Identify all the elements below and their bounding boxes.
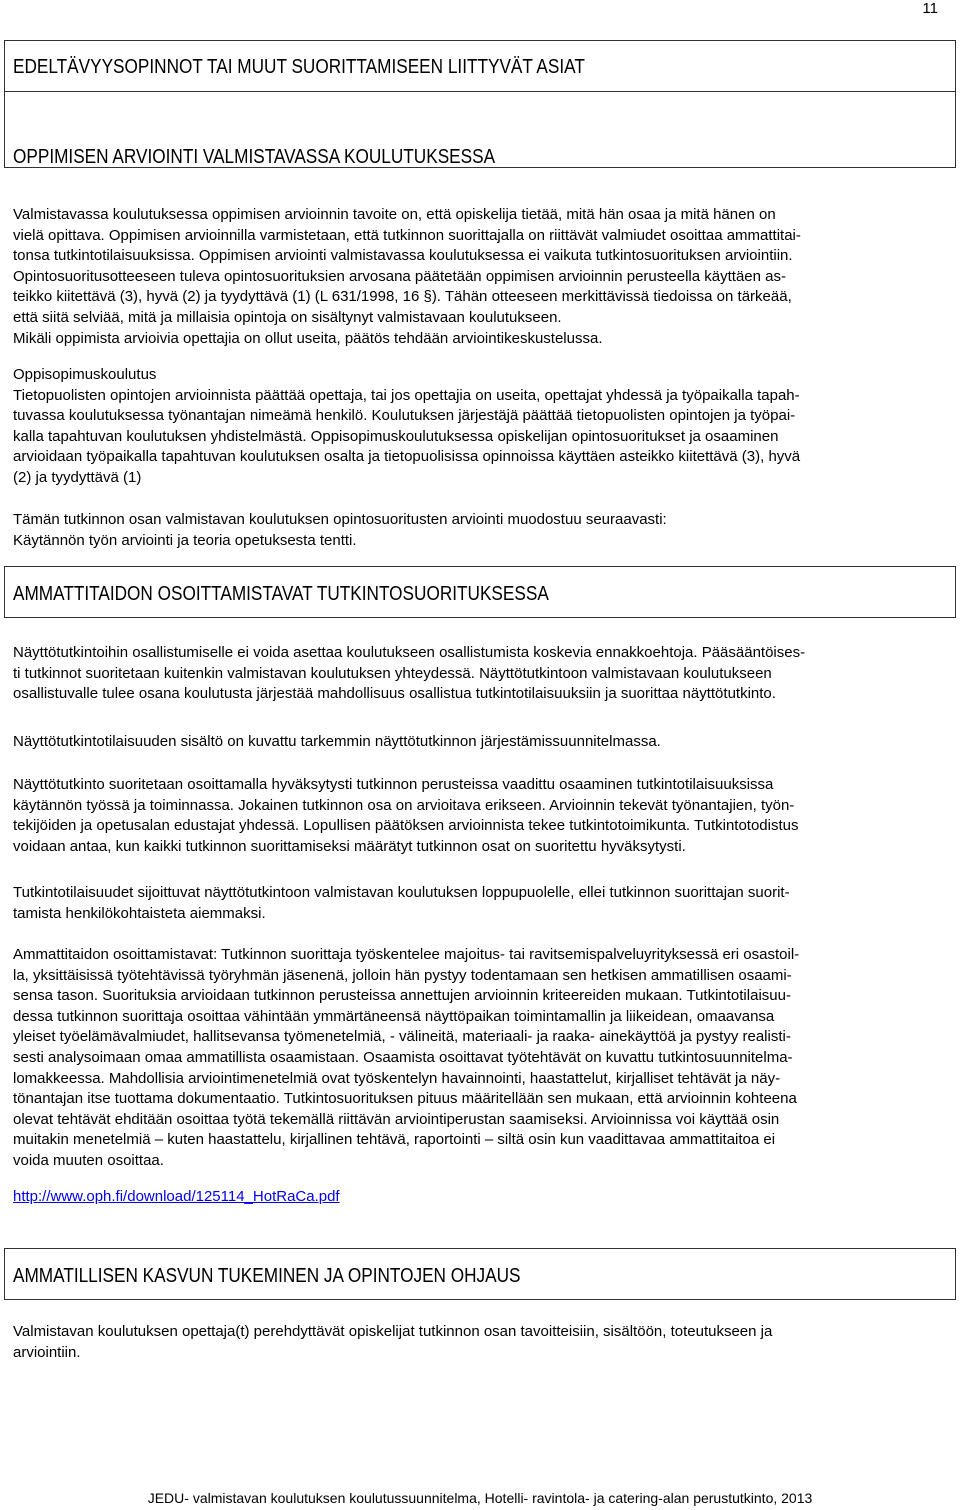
text-line: Oppisopimuskoulutus	[13, 366, 157, 383]
text-line: tonsa tutkintotilaisuuksissa. Oppimisen arviointi valmistavassa koulutuksessa ei vaikuta tutkintosuorituksen arviointiin.	[13, 247, 793, 265]
text-line: sensa tason. Suorituksia arvioidaan tutkinnon perusteissa annettujen arvioinnin kriteereiden mukaan. Tutkintotilaisuu-	[13, 987, 791, 1005]
page-footer: JEDU- valmistavan koulutuksen koulutussuunnitelma, Hotelli- ravintola- ja catering-alan perustutkinto, 2013	[147, 1490, 813, 1506]
text-line: osallistuvalle tulee osana koulutusta järjestää mahdollisuus osallistua tutkintotilaisuuksiin ja suorittaa näyttötutkinto.	[13, 685, 776, 703]
text-line: voidaan antaa, kun kaikki tutkinnon suorittamiseksi määrätyt tutkinnon osat on suoritettu hyväksytysti.	[13, 837, 686, 855]
text-line: Mikäli oppimista arvioivia opettajia on ollut useita, päätös tehdään arviointikeskustelussa.	[13, 329, 603, 347]
text-line: muitakin menetelmiä – kuten haastattelu, kirjallinen tehtävä, raportointi – siltä osin kun vaadittavaa ammattitaitoa ei	[13, 1131, 776, 1149]
text-line: Käytännön työn arviointi ja teoria opetuksesta tentti.	[13, 531, 357, 549]
text-line: että siitä selviää, mitä ja millaisia opintoja on sisältynyt valmistavaan koulutukseen.	[13, 308, 562, 326]
text-line: Valmistavan koulutuksen opettaja(t) perehdyttävät opiskelijat tutkinnon osan tavoitteisiin, sisältöön, toteutukseen ja	[13, 1323, 773, 1340]
paragraph-completion	[13, 775, 945, 857]
text-line: arviointiin.	[13, 1343, 81, 1361]
text-line: Tämän tutkinnon osan valmistavan koulutuksen opintosuoritusten arviointi muodostuu seuraavasti:	[13, 511, 667, 528]
text-line: olevat tehtävät ehditään osoittaa työtä tekemällä riittävän arviointiperustan saamiseksi. Arvioinnissa voi käyttää osin	[13, 1110, 780, 1128]
paragraph-assessment-intro	[13, 205, 945, 349]
paragraph-demonstration-details	[13, 945, 945, 1172]
text-line: teikko kiitettävä (3), hyvä (2) ja tyydyttävä (1) (L 631/1998, 16 §). Tähän otteeseen merkittävissä tiedoissa on tärkeää,	[13, 288, 792, 306]
text-line: la, yksittäisissä työtehtävissä työryhmän jäsenenä, jolloin hän pystyy todentamaan sen hetkisen ammatillisen osaami-	[13, 966, 792, 984]
paragraph-content-reference	[13, 732, 945, 753]
text-line: tönantajan itse tuottama dokumentaatio. Tutkintosuorituksen pituus määritellään sen mukaan, että arvioinnin kohteena	[13, 1090, 797, 1108]
paragraph-assessment-method	[13, 510, 945, 551]
paragraph-preconditions	[13, 643, 945, 705]
text-line: tuvassa koulutuksessa työnantajan nimeämä henkilö. Koulutuksen järjestäjä päättää tietopuolisten opintojen ja työpai-	[13, 407, 796, 425]
text-line: Näyttötutkintotilaisuuden sisältö on kuvattu tarkemmin näyttötutkinnon järjestämissuunnitelmassa.	[13, 733, 661, 750]
text-line: Ammattitaidon osoittamistavat: Tutkinnon suorittaja työskentelee majoitus- tai ravitsemispalveluyrityksessä eri osastoil-	[13, 946, 800, 963]
text-line: yleiset työelämävalmiudet, hallitsevansa työmenetelmiä, - välineitä, materiaali- ja raaka- ainekäyttöä ja pystyy realisti-	[13, 1028, 791, 1046]
heading-guidance: AMMATILLISEN KASVUN TUKEMINEN JA OPINTOJEN OHJAUS	[13, 1265, 521, 1287]
text-line: ti tutkinnot suoritetaan kuitenkin valmistavan koulutuksen yhteydessä. Näyttötutkintoon valmistavaan koulutukseen	[13, 664, 772, 682]
text-line: dessa tutkinnon suorittaja osoittaa vähintään ymmärtäneensä näyttöpaikan toimintamallin ja liikeidean, omaavansa	[13, 1007, 775, 1025]
heading-learning-assessment: OPPIMISEN ARVIOINTI VALMISTAVASSA KOULUTUKSESSA	[13, 146, 496, 168]
text-line: Näyttötutkinto suoritetaan osoittamalla hyväksytysti tutkinnon perusteissa vaadittu osaaminen tutkintotilaisuuksissa	[13, 776, 774, 793]
text-line: tekijöiden ja opetusalan edustajat yhdessä. Lopullisen päätöksen arvioinnista tekee tutkintotoimikunta. Tutkintotodistus	[13, 817, 799, 835]
text-line: vielä opittava. Oppimisen arvioinnilla varmistetaan, että tutkinnon suorittajalla on riittävät valmiudet osoittaa ammattitai-	[13, 226, 801, 244]
paragraph-apprenticeship	[13, 365, 945, 489]
text-line: Opintosuoritusotteeseen tuleva opintosuorituksien arvosana päätetään oppimisen arvioinnin perusteella käyttäen as-	[13, 267, 786, 285]
paragraph-timing	[13, 883, 945, 924]
text-line: tamista henkilökohtaisteta aiemmaksi.	[13, 904, 266, 922]
text-line: lomakkeessa. Mahdollisia arviointimenetelmiä ovat työskentelyn havainnointi, haastattelut, kirjalliset tehtävät ja näy-	[13, 1069, 781, 1087]
text-line: arvioidaan työpaikalla tapahtuvan koulutuksen osalta ja tietopuolisissa opinnoissa käyttäen asteikko kiitettävä (3), hyvä	[13, 448, 801, 466]
text-line: voida muuten osoittaa.	[13, 1151, 164, 1169]
text-line: Näyttötutkintoihin osallistumiselle ei voida asettaa koulutukseen osallistumista koskevia ennakkoehtoja. Pääsääntöises-	[13, 644, 806, 661]
text-line: kalla tapahtuvan koulutuksen yhdistelmästä. Oppisopimuskoulutuksessa opiskelijan opintosuoritukset ja osaaminen	[13, 427, 779, 445]
text-line: (2) ja tyydyttävä (1)	[13, 468, 142, 486]
page-number: 11	[922, 0, 938, 17]
text-line: Tutkintotilaisuudet sijoittuvat näyttötutkintoon valmistavan koulutuksen loppupuolelle, ellei tutkinnon suorittajan suorit-	[13, 884, 790, 901]
text-line: käytännön työssä ja toiminnassa. Jokainen tutkinnon osa on arvioitava erikseen. Arvioinnin tekevät työnantajien, työn-	[13, 796, 795, 814]
text-line: Tietopuolisten opintojen arvioinnista päättää opettaja, tai jos opettajia on useita, opettajat yhdessä ja työpaikalla tapah-	[13, 386, 800, 404]
text-line: Valmistavassa koulutuksessa oppimisen arvioinnin tavoite on, että opiskelija tietää, mitä hän osaa ja mitä hänen on	[13, 206, 776, 223]
heading-demonstration-methods: AMMATTITAIDON OSOITTAMISTAVAT TUTKINTOSUORITUKSESSA	[13, 583, 549, 605]
paragraph-guidance	[13, 1322, 945, 1363]
heading-prerequisites: EDELTÄVYYSOPINNOT TAI MUUT SUORITTAMISEEN LIITTYVÄT ASIAT	[13, 56, 585, 78]
text-line: sesti analysoimaan omaa ammatillista osaamistaan. Osaamista osoittavat työtehtävät on kuvattu tutkintosuunnitelma-	[13, 1048, 793, 1066]
oph-download-link[interactable]: http://www.oph.fi/download/125114_HotRaCa.pdf	[13, 1188, 340, 1205]
